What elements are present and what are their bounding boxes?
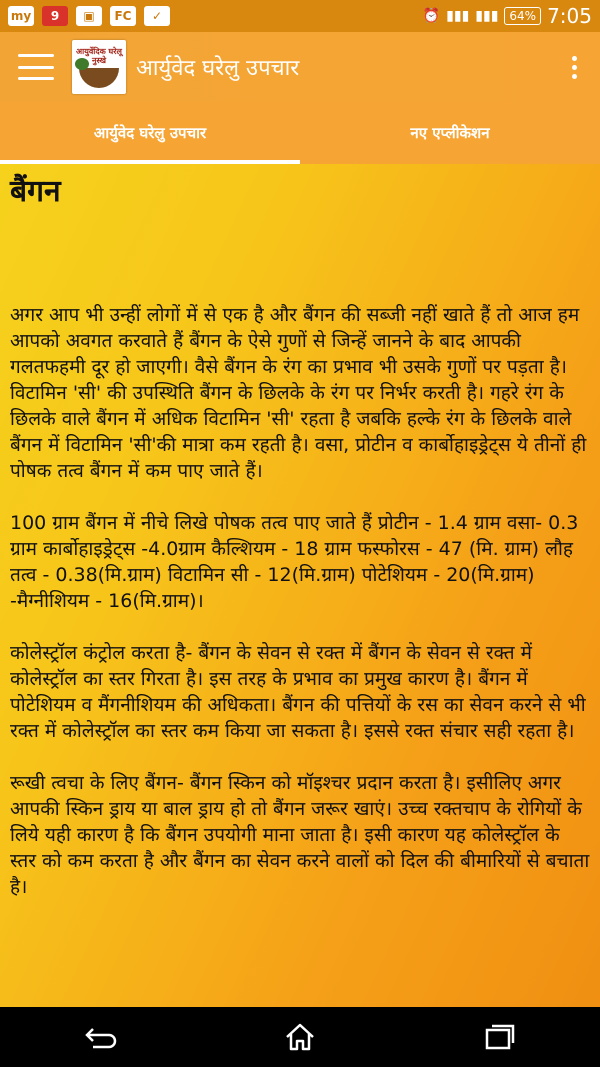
tab-new-applications[interactable]: नए एप्लीकेशन (410, 124, 490, 142)
check-icon: ✓ (144, 6, 170, 26)
tab-ayurveda-home-remedies[interactable]: आर्युवेद घरेलु उपचार (0, 102, 300, 164)
article-title: बैंगन (10, 174, 61, 209)
article-content[interactable] (0, 164, 600, 1007)
navigation-bar (0, 1007, 600, 1067)
mortar-bowl-icon (79, 68, 119, 88)
alarm-icon: ⏰ (422, 8, 441, 24)
article-paragraph: अगर आप भी उन्हीं लोगों में से एक है और बैंगन की सब्जी नहीं खाते हैं तो आज हम आपको अवगत करवाते हैं बैंगन के ऐसे गुणों से जिन्हें जानने के बाद आपकी गलतफहमी दूर हो जाएगी। वैसे बैंगन के रंग का प्रभाव भी उसके गुणों पर पड़ता है। विटामिन 'सी' की उपस्थिति बैंगन के छिलके के रंग पर निर्भर करती है। गहरे रंग के छिलके वाले बैंगन में अधिक विटामिन 'सी' रहता है जबकि हल्के रंग के छिलके वाले बैंगन में विटामिन 'सी'की मात्रा कम रहती है। वसा, प्रोटीन व कार्बोहाइड्रेट्स ये तीनों ही पोषक तत्व बैंगन में कम पाए जाते हैं। (10, 304, 587, 482)
home-icon[interactable] (270, 1017, 330, 1057)
recents-icon[interactable] (470, 1017, 530, 1057)
battery-indicator: 64% (504, 7, 541, 25)
back-icon[interactable] (70, 1017, 130, 1057)
status-bar (0, 0, 600, 32)
nine-app-icon: 9 (42, 6, 68, 26)
article-paragraph: कोलेस्ट्रॉल कंट्रोल करता है- बैंगन के सेवन से रक्त में बैंगन के सेवन से रक्त में कोलेस्ट्रॉल का स्तर गिरता है। इस तरह के प्रभाव का प्रमुख कारण है। बैंगन में पोटेशियम व मैंगनीशियम की अधिकता। बैंगन की पत्तियों के रस का सेवन करने से भी रक्त में कोलेस्ट्रॉल का स्तर कम किया जा सकता है। इससे रक्त संचार सही रहता है। (10, 642, 586, 742)
app-bar (0, 32, 600, 102)
clock: 7:05 (547, 4, 592, 28)
menu-icon[interactable] (18, 54, 54, 80)
article-paragraph: रूखी त्वचा के लिए बैंगन- बैंगन स्किन को मॉइश्चर प्रदान करता है। इसीलिए अगर आपकी स्किन ड्राय या बाल ड्राय हो तो बैंगन जरूर खाएं। उच्च रक्तचाप के रोगियों के लिये यही कारण है कि बैंगन उपयोगी माना जाता है। इसी कारण यह कोलेस्ट्रॉल के स्तर को कम करता है और बैंगन का सेवन करने वालों को दिल की बीमारियों से बचाता है। (10, 772, 590, 898)
system-status (423, 4, 600, 28)
sim2-signal-icon: ▮▮▮ (475, 8, 499, 24)
app-title: आर्युवेद घरेलु उपचार (136, 56, 300, 81)
overflow-menu-icon[interactable] (562, 56, 586, 79)
logo-text: आयुर्वेदिक घरेलू नुस्खे (76, 46, 122, 65)
article-paragraph: 100 ग्राम बैंगन में नीचे लिखे पोषक तत्व पाए जाते हैं प्रोटीन - 1.4 ग्राम वसा- 0.3 ग्राम कार्बोहाइड्रेट्स -4.0ग्राम कैल्शियम - 18 ग्राम फस्फोरस - 47 (मि. ग्राम) लौह तत्व - 0.38(मि.ग्राम) विटामिन सी - 12(मि.ग्राम) पोटेशियम - 20(मि.ग्राम) -मैग्नीशियम - 16(मि.ग्राम)। (10, 512, 579, 612)
app-logo (72, 40, 126, 94)
fc-icon: FC (110, 6, 136, 26)
tab-bar (0, 102, 600, 164)
my-app-icon: my (8, 6, 34, 26)
sim1-signal-icon: ▮▮▮ (446, 8, 470, 24)
image-icon: ▣ (76, 6, 102, 26)
notification-icons (0, 6, 170, 26)
